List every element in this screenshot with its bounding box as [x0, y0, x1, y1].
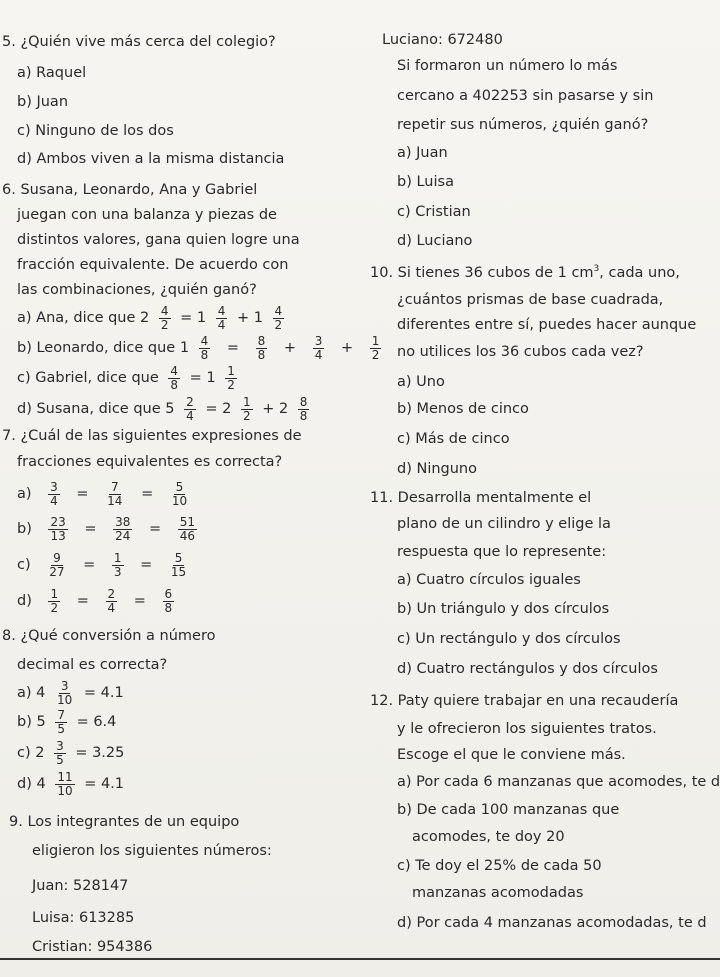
- fraction: $\frac{23}{13}$: [50, 514, 66, 543]
- q9-entry-cristian: Cristian: 954386: [32, 939, 153, 955]
- q9-option-b: b) Luisa: [397, 174, 454, 190]
- fraction: $\frac{4}{8}$: [170, 363, 179, 392]
- q9-entry-juan: Juan: 528147: [32, 878, 129, 894]
- fraction: $\frac{2}{4}$: [186, 394, 194, 423]
- option-label: c) Gabriel, dice que: [17, 370, 159, 386]
- option-label: d) 4: [17, 776, 46, 792]
- q9-line: eligieron los siguientes números:: [32, 843, 272, 859]
- fraction: $\frac{5}{15}$: [170, 550, 187, 579]
- q6-line: las combinaciones, ¿quién ganó?: [17, 282, 257, 298]
- operator: = 1: [189, 370, 216, 386]
- fraction: $\frac{3}{4}$: [50, 479, 58, 508]
- option-label: b) 5: [17, 714, 46, 730]
- q10-superscript: 3: [593, 264, 600, 274]
- q7-option-d: [17, 586, 179, 616]
- q7-option-a: [17, 479, 194, 509]
- q7-option-b: [17, 514, 202, 544]
- fraction: $\frac{8}{8}$: [257, 333, 266, 362]
- q11-line: plano de un cilindro y elige la: [397, 516, 611, 532]
- q12-option-d: d) Por cada 4 manzanas acomodadas, te d: [397, 915, 707, 931]
- fraction: $\frac{5}{10}$: [171, 479, 188, 508]
- q10-option-c: c) Más de cinco: [397, 431, 510, 447]
- operator: =: [133, 593, 146, 609]
- q8-option-a: [17, 679, 124, 707]
- operator: =: [149, 521, 162, 537]
- result: = 6.4: [76, 714, 117, 730]
- q9-line: cercano a 402253 sin pasarse y sin: [397, 88, 654, 104]
- q8-option-b: [17, 708, 116, 736]
- q6-option-b: [17, 334, 386, 362]
- q9-option-d: d) Luciano: [397, 233, 473, 249]
- operator: =: [226, 340, 240, 356]
- option-label: a): [17, 486, 32, 502]
- operator: =: [84, 521, 97, 537]
- q12-option-b-cont: acomodes, te doy 20: [412, 829, 565, 845]
- q5-option-a: a) Raquel: [17, 65, 87, 81]
- q11-line: respuesta que lo represente:: [397, 544, 607, 560]
- fraction: $\frac{1}{2}$: [242, 394, 251, 423]
- result: = 3.25: [75, 745, 125, 761]
- q8-line: 8. ¿Qué conversión a número: [2, 628, 216, 644]
- operator: +: [283, 340, 297, 356]
- fraction: $\frac{4}{8}$: [200, 333, 209, 362]
- fraction: $\frac{3}{4}$: [314, 333, 323, 362]
- q12-line: 12. Paty quiere trabajar en una recaudería: [370, 693, 679, 709]
- q8-option-c: [17, 739, 124, 767]
- fraction: $\frac{8}{8}$: [299, 394, 308, 423]
- option-label: c): [17, 557, 31, 573]
- operator: =: [83, 557, 96, 573]
- q5-option-c: c) Ninguno de los dos: [17, 123, 174, 139]
- fraction: $\frac{1}{2}$: [50, 586, 59, 615]
- option-label: d): [17, 593, 32, 609]
- q10-text: , cada uno,: [599, 264, 680, 281]
- q6-line: juegan con una balanza y piezas de: [17, 207, 277, 223]
- q7-line: fracciones equivalentes es correcta?: [17, 454, 283, 470]
- option-label: a) 4: [17, 685, 46, 701]
- operator: + 2: [262, 401, 289, 417]
- q6-line: 6. Susana, Leonardo, Ana y Gabriel: [2, 182, 258, 198]
- q12-option-b: b) De cada 100 manzanas que: [397, 802, 620, 818]
- operator: =: [76, 593, 89, 609]
- q10-line: [370, 260, 680, 282]
- q11-option-b: b) Un triángulo y dos círculos: [397, 601, 610, 617]
- fraction: $\frac{9}{27}$: [49, 550, 65, 579]
- q6-option-a: [17, 304, 289, 332]
- q9-entry-luisa: Luisa: 613285: [32, 910, 135, 926]
- q11-option-a: a) Cuatro círculos iguales: [397, 572, 581, 588]
- fraction: $\frac{11}{10}$: [57, 769, 73, 798]
- fraction: $\frac{1}{2}$: [371, 333, 380, 362]
- fraction: $\frac{4}{2}$: [274, 303, 283, 332]
- q6-line: fracción equivalente. De acuerdo con: [17, 257, 289, 273]
- q12-option-c: c) Te doy el 25% de cada 50: [397, 858, 602, 874]
- q10-option-d: d) Ninguno: [397, 461, 477, 477]
- operator: = 2: [205, 401, 232, 417]
- q12-option-a: a) Por cada 6 manzanas que acomodes, te d: [397, 774, 720, 790]
- q6-option-d: [17, 395, 314, 423]
- q7-line: 7. ¿Cuál de las siguientes expresiones de: [2, 428, 302, 444]
- q8-option-d: [17, 770, 124, 798]
- fraction: $\frac{3}{10}$: [57, 678, 73, 707]
- fraction: $\frac{7}{5}$: [57, 707, 65, 736]
- page-bottom-rule: [0, 958, 720, 960]
- q8-line: decimal es correcta?: [17, 657, 168, 673]
- operator: + 1: [236, 310, 263, 326]
- q10-line: diferentes entre sí, puedes hacer aunque: [397, 317, 697, 333]
- q11-option-d: d) Cuatro rectángulos y dos círculos: [397, 661, 658, 677]
- q11-line: 11. Desarrolla mentalmente el: [370, 490, 592, 506]
- fraction: $\frac{38}{24}$: [115, 514, 131, 543]
- operator: +: [340, 340, 354, 356]
- fraction: $\frac{4}{2}$: [160, 303, 169, 332]
- fraction: $\frac{3}{5}$: [56, 738, 64, 767]
- fraction: $\frac{2}{4}$: [107, 586, 116, 615]
- fraction: $\frac{6}{8}$: [164, 586, 173, 615]
- fraction: $\frac{51}{46}$: [179, 514, 196, 543]
- q6-line: distintos valores, gana quien logre una: [17, 232, 300, 248]
- result: = 4.1: [83, 685, 124, 701]
- q11-option-c: c) Un rectángulo y dos círculos: [397, 631, 621, 647]
- q9-option-c: c) Cristian: [397, 204, 471, 220]
- fraction: $\frac{7}{14}$: [107, 479, 123, 508]
- q10-line: ¿cuántos prismas de base cuadrada,: [397, 292, 664, 308]
- q12-option-c-cont: manzanas acomodadas: [412, 885, 584, 901]
- q9-line: 9. Los integrantes de un equipo: [9, 814, 240, 830]
- option-label: b): [17, 521, 32, 537]
- q10-option-b: b) Menos de cinco: [397, 401, 529, 417]
- q10-text: 10. Si tienes 36 cubos de 1 cm: [370, 264, 594, 281]
- operator: = 1: [180, 310, 207, 326]
- q9-line: repetir sus números, ¿quién ganó?: [397, 117, 649, 133]
- option-label: c) 2: [17, 745, 45, 761]
- operator: =: [76, 486, 89, 502]
- q12-line: Escoge el que le conviene más.: [397, 747, 626, 763]
- fraction: $\frac{4}{4}$: [217, 303, 226, 332]
- operator: =: [140, 557, 153, 573]
- fraction: $\frac{1}{3}$: [113, 550, 122, 579]
- q9-line: Si formaron un número lo más: [397, 58, 618, 74]
- fraction: $\frac{1}{2}$: [227, 363, 235, 392]
- option-label: d) Susana, dice que 5: [17, 401, 175, 417]
- q6-option-c: [17, 364, 242, 392]
- option-label: a) Ana, dice que 2: [17, 310, 150, 326]
- q9-entry-luciano: Luciano: 672480: [382, 32, 503, 48]
- result: = 4.1: [84, 776, 125, 792]
- option-label: b) Leonardo, dice que 1: [17, 340, 190, 356]
- operator: =: [141, 486, 154, 502]
- q5-question: 5. ¿Quién vive más cerca del colegio?: [2, 34, 276, 50]
- q5-option-b: b) Juan: [17, 94, 69, 110]
- q7-option-c: [17, 550, 193, 580]
- q12-line: y le ofrecieron los siguientes tratos.: [397, 721, 657, 737]
- q9-option-a: a) Juan: [397, 145, 448, 161]
- q10-option-a: a) Uno: [397, 374, 445, 390]
- q5-option-d: d) Ambos viven a la misma distancia: [17, 151, 285, 167]
- q10-line: no utilices los 36 cubos cada vez?: [397, 344, 644, 360]
